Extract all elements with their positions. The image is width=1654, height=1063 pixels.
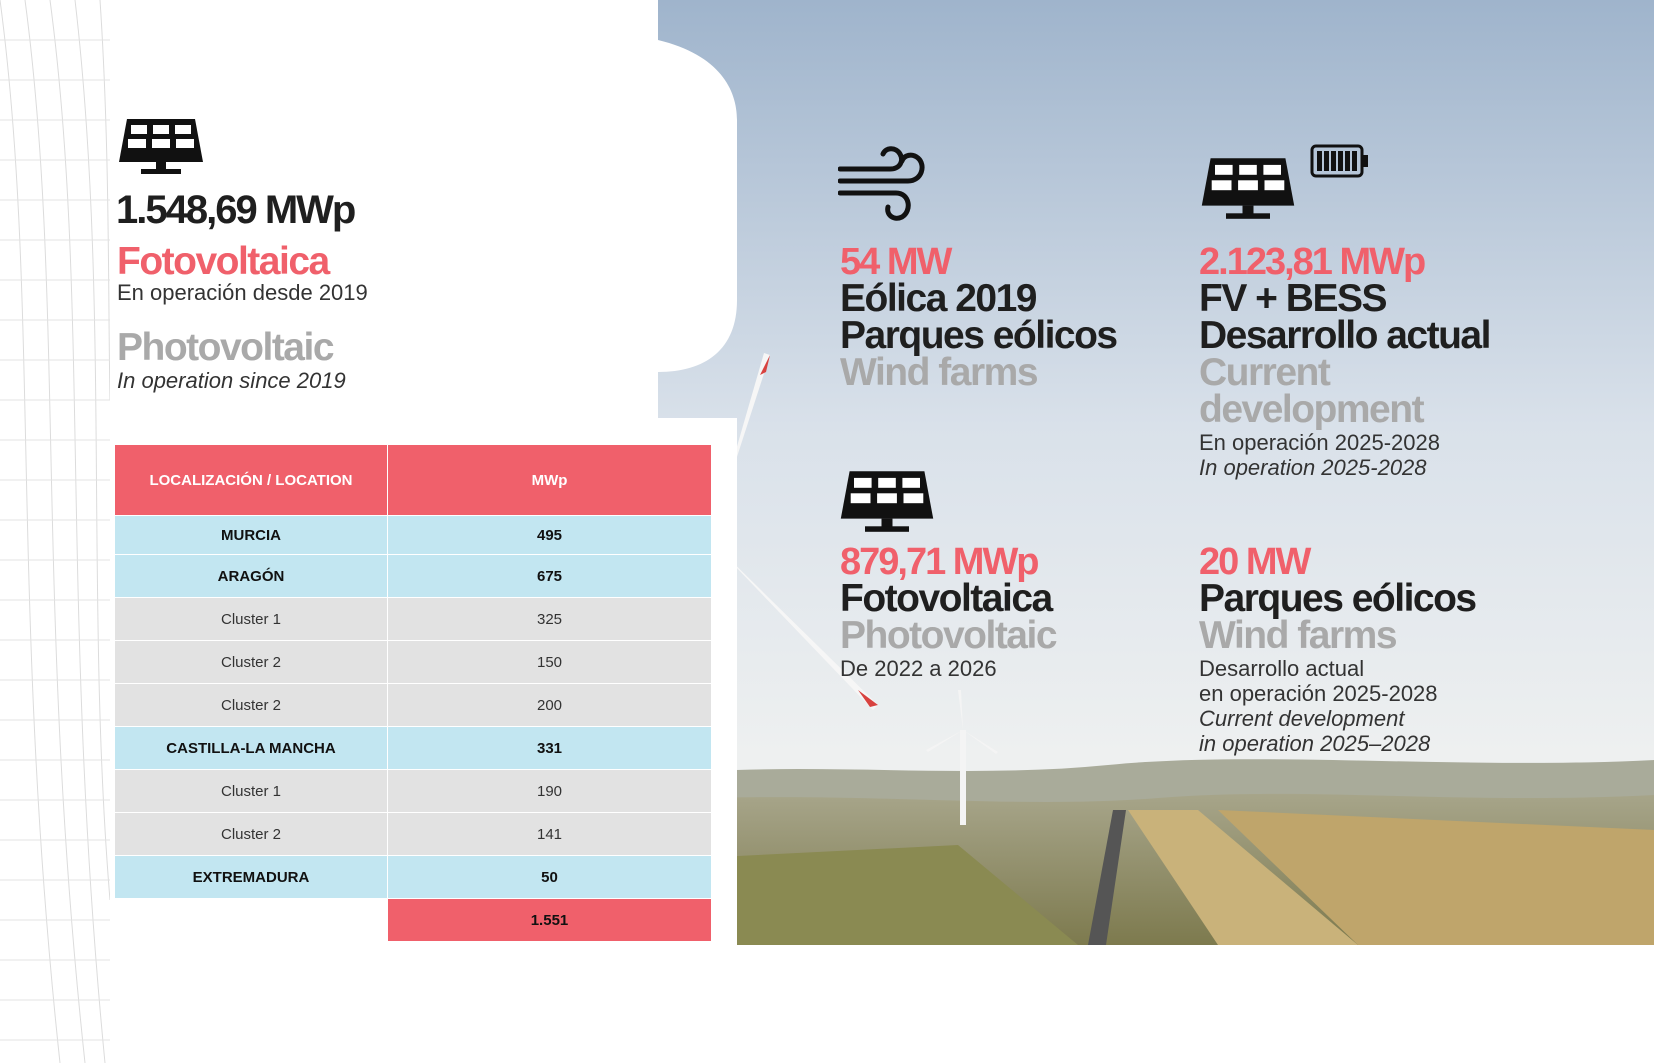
pv2022-sub: De 2022 a 2026: [840, 656, 997, 681]
battery-icon: [1310, 144, 1370, 178]
row-location: Cluster 1: [115, 598, 388, 641]
row-value: 325: [388, 598, 712, 641]
header-location: LOCALIZACIÓN / LOCATION: [115, 445, 388, 516]
row-value: 190: [388, 770, 712, 813]
row-location: Cluster 2: [115, 684, 388, 727]
table-row: [115, 598, 712, 641]
table-row: [115, 516, 712, 555]
wind20-value: 20 MW: [1199, 541, 1310, 583]
left-subtitle-en: In operation since 2019: [117, 368, 346, 393]
row-value: 200: [388, 684, 712, 727]
row-location: CASTILLA-LA MANCHA: [115, 727, 388, 770]
table-row: [115, 641, 712, 684]
left-subtitle-es: En operación desde 2019: [117, 280, 368, 305]
wind-icon: [838, 143, 928, 225]
header-mwp: MWp: [388, 445, 712, 516]
pv2022-line1: Fotovoltaica: [840, 577, 1052, 620]
fvbess-line4: development: [1199, 388, 1424, 431]
solar-panel-icon: [1199, 155, 1297, 221]
fvbess-line3: Current: [1199, 351, 1330, 394]
left-title-en: Photovoltaic: [117, 326, 334, 369]
row-value: 495: [388, 516, 712, 555]
wind20-sub2: en operación 2025-2028: [1199, 681, 1438, 706]
wind20-sub1: Desarrollo actual: [1199, 656, 1365, 681]
row-location: EXTREMADURA: [115, 856, 388, 899]
table-row: [115, 813, 712, 856]
row-value: 150: [388, 641, 712, 684]
total-blank-cell: [115, 899, 388, 942]
location-table: [114, 444, 712, 942]
pv2022-value: 879,71 MWp: [840, 541, 1038, 583]
wind20-line2: Wind farms: [1199, 614, 1397, 657]
fvbess-value: 2.123,81 MWp: [1199, 241, 1425, 283]
row-value: 141: [388, 813, 712, 856]
wind2019-value: 54 MW: [840, 241, 951, 283]
left-title-es: Fotovoltaica: [117, 240, 329, 283]
fvbess-line2: Desarrollo actual: [1199, 314, 1490, 357]
solar-panel-icon: [117, 116, 205, 176]
wind2019-line1: Eólica 2019: [840, 277, 1036, 320]
solar-panel-icon: [838, 468, 936, 534]
wind20-line1: Parques eólicos: [1199, 577, 1476, 620]
fvbess-line1: FV + BESS: [1199, 277, 1386, 320]
table-header-row: [115, 445, 712, 516]
left-capacity: 1.548,69 MWp: [116, 188, 355, 232]
fvbess-sub-es: En operación 2025-2028: [1199, 430, 1440, 455]
table-total: 1.551: [388, 899, 712, 942]
row-value: 50: [388, 856, 712, 899]
table-row: [115, 856, 712, 899]
landscape-photo: [658, 0, 1654, 945]
row-location: Cluster 2: [115, 641, 388, 684]
row-location: Cluster 1: [115, 770, 388, 813]
pv2022-line2: Photovoltaic: [840, 614, 1057, 657]
table-row: [115, 555, 712, 598]
row-location: MURCIA: [115, 516, 388, 555]
table-total-row: [115, 899, 712, 942]
wind20-sub3: Current development: [1199, 706, 1405, 731]
row-value: 675: [388, 555, 712, 598]
table-row: [115, 727, 712, 770]
wind20-sub4: in operation 2025–2028: [1199, 731, 1431, 756]
wind2019-line2: Parques eólicos: [840, 314, 1117, 357]
row-location: Cluster 2: [115, 813, 388, 856]
table-row: [115, 684, 712, 727]
fvbess-sub-en: In operation 2025-2028: [1199, 455, 1427, 480]
row-value: 331: [388, 727, 712, 770]
wind2019-line3: Wind farms: [840, 351, 1038, 394]
table-row: [115, 770, 712, 813]
row-location: ARAGÓN: [115, 555, 388, 598]
